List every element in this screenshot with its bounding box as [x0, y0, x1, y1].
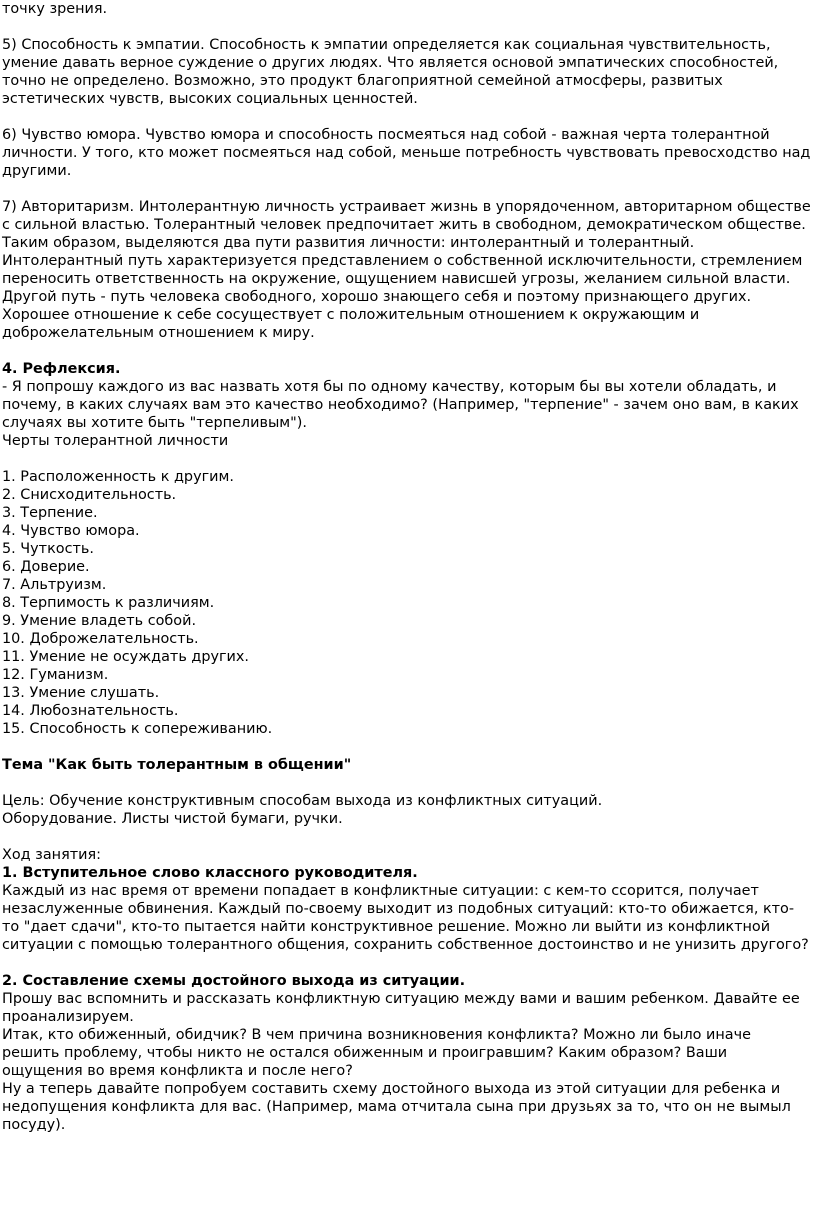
topic-heading: Тема "Как быть толерантным в общении" [2, 757, 352, 773]
section-scheme [2, 972, 814, 1134]
text-line: 5) Способность к эмпатии. Способность к эмпатии определяется как социальная чувствительность, [2, 37, 771, 53]
text-line: Каждый из нас время от времени попадает в конфликтные ситуации: с кем-то ссорится, получает [2, 883, 759, 899]
text-line: Прошу вас вспомнить и рассказать конфликтную ситуацию между вами и вашим ребенком. Давайте ее [2, 991, 800, 1007]
list-item: 6. Доверие. [2, 559, 90, 575]
text-line: точно не определено. Возможно, это продукт благоприятной семейной атмосферы, развитых [2, 73, 723, 89]
text-line: решить проблему, чтобы никто не остался обиженным и проигравшим? Каким образом? Ваши [2, 1045, 728, 1061]
list-item: 12. Гуманизм. [2, 667, 109, 683]
list-item: 8. Терпимость к различиям. [2, 595, 215, 611]
text-line: почему, в каких случаях вам это качество необходимо? (Например, "терпение" - зачем оно вам, в каких [2, 397, 799, 413]
list-item: 10. Доброжелательность. [2, 631, 199, 647]
text-line: доброжелательным отношением к миру. [2, 325, 315, 341]
text-line: Цель: Обучение конструктивным способам выхода из конфликтных ситуаций. [2, 793, 603, 809]
paragraph-authoritarianism [2, 198, 814, 342]
section-heading: 1. Вступительное слово классного руководителя. [2, 865, 418, 881]
text-line: точку зрения. [2, 1, 108, 17]
list-item: 15. Способность к сопереживанию. [2, 721, 273, 737]
text-line: личности. У того, кто может посмеяться над собой, меньше потребность чувствовать превосходство над [2, 145, 811, 161]
text-line: переносить ответственность на окружение, ощущением нависшей угрозы, желанием сильной власти. [2, 271, 791, 287]
list-item: 9. Умение владеть собой. [2, 613, 197, 629]
text-line: незаслуженные обвинения. Каждый по-своему выходит из подобных ситуаций: кто-то обижается, кто- [2, 901, 795, 917]
list-item: 3. Терпение. [2, 505, 98, 521]
text-line: Интолерантный путь характеризуется представлением о собственной исключительности, стремлением [2, 253, 803, 269]
list-item: 7. Альтруизм. [2, 577, 107, 593]
section-heading: 2. Составление схемы достойного выхода из ситуации. [2, 973, 466, 989]
text-line: ощущения во время конфликта и после него? [2, 1063, 353, 1079]
text-line: Другой путь - путь человека свободного, хорошо знающего себя и поэтому признающего других. [2, 289, 752, 305]
list-item: 11. Умение не осуждать других. [2, 649, 249, 665]
text-line: Ну а теперь давайте попробуем составить схему достойного выхода из этой ситуации для ребенка и [2, 1081, 781, 1097]
list-item: 5. Чуткость. [2, 541, 94, 557]
text-line: Хорошее отношение к себе сосуществует с положительным отношением к окружающим и [2, 307, 700, 323]
text-line: проанализируем. [2, 1009, 134, 1025]
text-line: Черты толерантной личности [2, 433, 229, 449]
text-line: умение давать верное суждение о других людях. Что является основой эмпатических способностей, [2, 55, 779, 71]
text-line: 6) Чувство юмора. Чувство юмора и способность посмеяться над собой - важная черта толерантной [2, 127, 770, 143]
list-item: 13. Умение слушать. [2, 685, 160, 701]
text-line: Итак, кто обиженный, обидчик? В чем причина возникновения конфликта? Можно ли было иначе [2, 1027, 751, 1043]
list-item: 1. Расположенность к другим. [2, 469, 234, 485]
text-line: Таким образом, выделяются два пути развития личности: интолерантный и толерантный. [2, 235, 695, 251]
text-line: другими. [2, 163, 72, 179]
text-line: с сильной властью. Толерантный человек предпочитает жить в свободном, демократическом обществе. [2, 217, 806, 233]
section-intro [2, 846, 814, 954]
text-line: Оборудование. Листы чистой бумаги, ручки. [2, 811, 343, 827]
course-label: Ход занятия: [2, 847, 101, 863]
text-line: то "дает сдачи", кто-то пытается найти конструктивное решение. Можно ли выйти из конфликтной [2, 919, 771, 935]
list-item: 4. Чувство юмора. [2, 523, 140, 539]
paragraph-top [2, 0, 814, 18]
text-line: 7) Авторитаризм. Интолерантную личность устраивает жизнь в упорядоченном, авторитарном обществе [2, 199, 811, 215]
goal-paragraph [2, 792, 814, 828]
section-heading: 4. Рефлексия. [2, 361, 121, 377]
paragraph-empathy [2, 36, 814, 108]
text-line: недопущения конфликта для вас. (Например, мама отчитала сына при друзьях за то, что он не вымыл [2, 1099, 791, 1115]
text-line: эстетических чувств, высоких социальных ценностей. [2, 91, 418, 107]
list-item: 14. Любознательность. [2, 703, 179, 719]
text-line: ситуации с помощью толерантного общения, сохранить собственное достоинство и не унизить другого? [2, 937, 809, 953]
section-reflection [2, 360, 814, 450]
text-line: случаях вы хотите быть "терпеливым"). [2, 415, 307, 431]
text-line: - Я попрошу каждого из вас назвать хотя бы по одному качеству, которым бы вы хотели обладать, и [2, 379, 777, 395]
paragraph-humor [2, 126, 814, 180]
text-line: посуду). [2, 1117, 66, 1133]
list-item: 2. Снисходительность. [2, 487, 177, 503]
traits-list [2, 468, 814, 738]
